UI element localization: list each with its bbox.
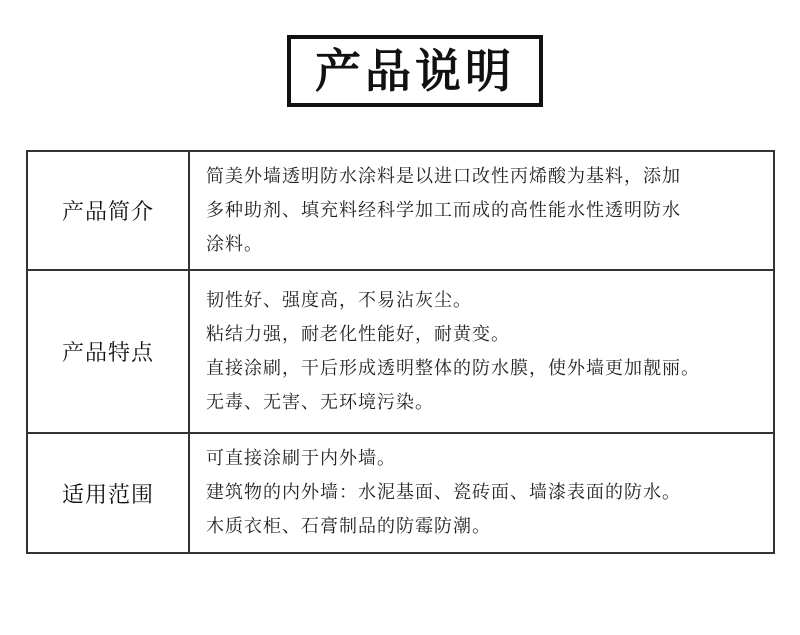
- row-content: [189, 151, 774, 270]
- content-line: 涂料。: [206, 233, 263, 255]
- title-box: [287, 35, 543, 107]
- content-line: 粘结力强，耐老化性能好，耐黄变。: [206, 323, 510, 345]
- content-line: 直接涂刷，干后形成透明整体的防水膜，使外墙更加靓丽。: [206, 357, 700, 379]
- row-label: 产品简介: [27, 151, 189, 270]
- content-line: 韧性好、强度高，不易沾灰尘。: [206, 289, 472, 311]
- row-content: [189, 433, 774, 553]
- table-row: [27, 433, 774, 553]
- content-line: 无毒、无害、无环境污染。: [206, 391, 434, 413]
- content-line: 建筑物的内外墙：水泥基面、瓷砖面、墙漆表面的防水。: [206, 482, 681, 503]
- table-row: [27, 270, 774, 433]
- row-content: [189, 270, 774, 433]
- product-spec-table: [26, 150, 775, 554]
- row-label: 适用范围: [27, 433, 189, 553]
- table-row: [27, 151, 774, 270]
- content-line: 木质衣柜、石膏制品的防霉防潮。: [206, 516, 491, 537]
- content-line: 简美外墙透明防水涂料是以进口改性丙烯酸为基料，添加: [206, 165, 681, 187]
- row-label: 产品特点: [27, 270, 189, 433]
- content-line: 多种助剂、填充料经科学加工而成的高性能水性透明防水: [206, 199, 681, 221]
- page-title: 产品说明: [315, 44, 515, 98]
- content-line: 可直接涂刷于内外墙。: [206, 448, 396, 469]
